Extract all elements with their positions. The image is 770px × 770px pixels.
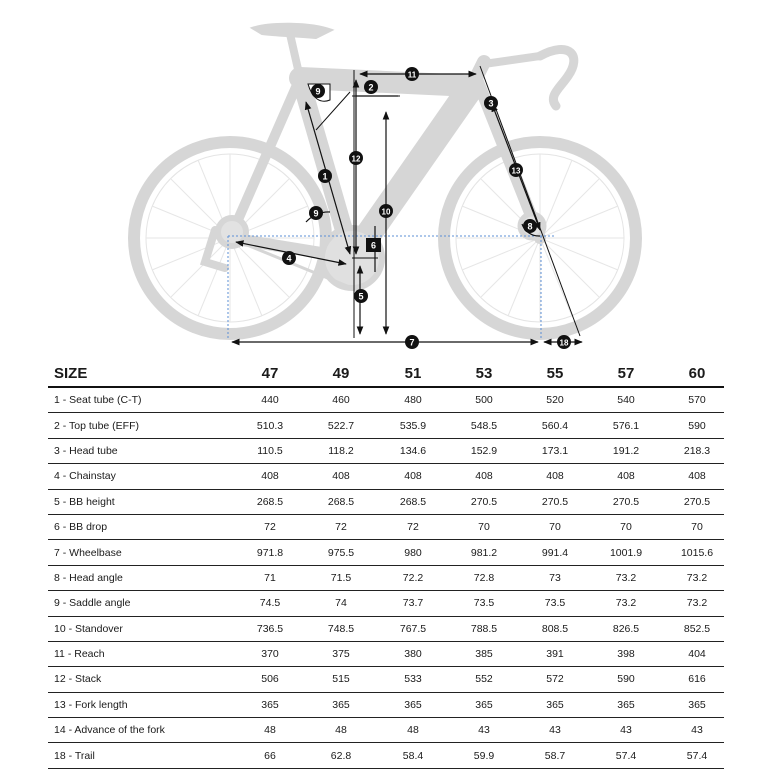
size-header: 51	[404, 364, 422, 382]
table-cell: 480	[404, 394, 422, 407]
table-row	[48, 743, 724, 768]
row-label: 1 - Seat tube (C-T)	[54, 394, 142, 407]
table-cell: 72	[335, 521, 347, 534]
size-header: 60	[688, 364, 706, 382]
table-cell: 110.5	[257, 444, 283, 457]
table-cell: 560.4	[541, 419, 569, 432]
table-cell: 72	[264, 521, 276, 534]
row-label: 2 - Top tube (EFF)	[54, 419, 140, 432]
table-cell: 57.4	[615, 749, 637, 762]
table-cell: 74	[335, 597, 347, 610]
table-cell: 520	[546, 394, 564, 407]
size-header: 55	[546, 364, 564, 382]
marker-1-label: 1	[322, 171, 328, 182]
table-cell: 590	[617, 673, 635, 686]
table-cell: 991.4	[541, 546, 569, 559]
table-cell: 72.8	[473, 571, 495, 584]
table-cell: 365	[546, 698, 564, 711]
table-cell: 971.8	[256, 546, 284, 559]
table-cell: 365	[404, 698, 422, 711]
table-cell: 365	[617, 698, 635, 711]
row-label: 9 - Saddle angle	[54, 597, 131, 610]
table-cell: 826.5	[612, 622, 640, 635]
table-cell: 270.5	[470, 495, 498, 508]
table-cell: 43	[549, 724, 561, 737]
table-cell: 118.2	[328, 444, 354, 457]
size-header: 49	[332, 364, 350, 382]
table-cell: 572	[546, 673, 564, 686]
table-cell: 408	[332, 470, 350, 483]
table-row	[48, 693, 724, 718]
table-cell: 270.5	[683, 495, 711, 508]
row-label: 12 - Stack	[54, 673, 102, 686]
marker-11-label: 11	[407, 70, 417, 80]
table-row	[48, 515, 724, 540]
table-cell: 73.2	[686, 597, 708, 610]
size-header: 57	[617, 364, 635, 382]
marker-4	[282, 251, 296, 265]
table-cell: 535.9	[399, 419, 427, 432]
table-cell: 70	[478, 521, 490, 534]
table-cell: 70	[691, 521, 703, 534]
table-cell: 548.5	[470, 419, 498, 432]
table-row	[48, 540, 724, 565]
table-cell: 533	[404, 673, 422, 686]
size-header-label: SIZE	[54, 364, 88, 382]
table-cell: 506	[261, 673, 279, 686]
table-cell: 268.5	[256, 495, 284, 508]
table-cell: 70	[549, 521, 561, 534]
marker-3	[484, 96, 498, 110]
table-cell: 408	[475, 470, 493, 483]
table-row	[48, 642, 724, 667]
table-cell: 73.2	[615, 597, 637, 610]
table-cell: 380	[404, 648, 422, 661]
table-cell: 375	[332, 648, 350, 661]
marker-13	[509, 163, 523, 177]
table-cell: 408	[617, 470, 635, 483]
table-row	[48, 413, 724, 438]
row-label: 11 - Reach	[54, 648, 105, 661]
table-cell: 616	[688, 673, 706, 686]
table-cell: 408	[261, 470, 279, 483]
table-cell: 460	[332, 394, 350, 407]
table-cell: 72.2	[402, 571, 424, 584]
table-row	[48, 566, 724, 591]
marker-9-low-label: 9	[313, 208, 319, 219]
marker-2	[364, 80, 378, 94]
bike-silhouette	[134, 24, 636, 334]
table-header-row	[48, 360, 724, 388]
row-label: 8 - Head angle	[54, 571, 123, 584]
table-cell: 152.9	[470, 444, 498, 457]
table-cell: 73	[549, 571, 561, 584]
marker-12-label: 12	[351, 154, 361, 164]
marker-8-label: 8	[527, 221, 533, 232]
row-label: 3 - Head tube	[54, 444, 118, 457]
table-cell: 748.5	[327, 622, 355, 635]
marker-2-label: 2	[368, 82, 374, 93]
marker-10-label: 10	[381, 207, 391, 217]
size-header: 53	[475, 364, 493, 382]
table-cell: 74.5	[259, 597, 281, 610]
table-cell: 365	[475, 698, 493, 711]
geometry-table	[48, 360, 724, 769]
table-cell: 73.2	[615, 571, 637, 584]
table-row	[48, 617, 724, 642]
table-cell: 73.7	[402, 597, 424, 610]
table-cell: 71.5	[330, 571, 352, 584]
table-cell: 218.3	[683, 444, 711, 457]
marker-18-label: 18	[559, 338, 569, 348]
table-cell: 62.8	[330, 749, 352, 762]
marker-6	[366, 238, 381, 252]
table-cell: 576.1	[612, 419, 640, 432]
table-cell: 268.5	[327, 495, 355, 508]
table-cell: 43	[691, 724, 703, 737]
marker-10	[379, 204, 393, 218]
table-cell: 71	[264, 571, 276, 584]
table-cell: 552	[475, 673, 493, 686]
table-cell: 48	[335, 724, 347, 737]
table-cell: 43	[478, 724, 490, 737]
table-cell: 408	[688, 470, 706, 483]
table-cell: 173.1	[541, 444, 569, 457]
row-label: 14 - Advance of the fork	[54, 724, 165, 737]
row-label: 5 - BB height	[54, 495, 115, 508]
table-cell: 48	[407, 724, 419, 737]
size-header: 47	[261, 364, 279, 382]
table-cell: 515	[332, 673, 350, 686]
marker-9-top-label: 9	[315, 86, 321, 97]
table-cell: 510.3	[256, 419, 284, 432]
table-cell: 370	[261, 648, 279, 661]
marker-1	[318, 169, 332, 183]
table-cell: 270.5	[541, 495, 569, 508]
row-label: 18 - Trail	[54, 749, 95, 762]
table-row	[48, 388, 724, 413]
table-cell: 540	[617, 394, 635, 407]
marker-9-low	[309, 206, 323, 220]
table-cell: 1001.9	[609, 546, 643, 559]
table-cell: 385	[475, 648, 493, 661]
table-cell: 767.5	[399, 622, 427, 635]
table-cell: 391	[546, 648, 564, 661]
marker-5	[354, 289, 368, 303]
table-cell: 808.5	[541, 622, 569, 635]
table-row	[48, 439, 724, 464]
table-row	[48, 667, 724, 692]
cockpit	[484, 49, 574, 106]
table-cell: 57.4	[686, 749, 708, 762]
marker-7	[405, 335, 419, 349]
table-cell: 73.2	[686, 571, 708, 584]
row-label: 4 - Chainstay	[54, 470, 116, 483]
table-cell: 852.5	[683, 622, 711, 635]
row-label: 10 - Standover	[54, 622, 123, 635]
table-row	[48, 718, 724, 743]
marker-13-label: 13	[511, 166, 521, 176]
table-cell: 500	[475, 394, 493, 407]
table-cell: 191.2	[612, 444, 640, 457]
table-cell: 73.5	[473, 597, 495, 610]
table-cell: 736.5	[256, 622, 284, 635]
table-cell: 59.9	[473, 749, 495, 762]
table-cell: 404	[688, 648, 706, 661]
table-cell: 788.5	[470, 622, 498, 635]
table-cell: 1015.6	[680, 546, 714, 559]
table-cell: 270.5	[612, 495, 640, 508]
table-cell: 408	[546, 470, 564, 483]
table-row	[48, 490, 724, 515]
marker-11	[405, 67, 419, 81]
marker-18	[557, 335, 571, 349]
table-cell: 365	[261, 698, 279, 711]
marker-4-label: 4	[286, 253, 292, 264]
table-cell: 58.4	[402, 749, 424, 762]
table-cell: 43	[620, 724, 632, 737]
table-cell: 70	[620, 521, 632, 534]
table-cell: 48	[264, 724, 276, 737]
table-cell: 522.7	[327, 419, 355, 432]
marker-3-label: 3	[488, 98, 494, 109]
marker-6-label: 6	[370, 240, 377, 251]
table-cell: 975.5	[327, 546, 355, 559]
table-cell: 440	[261, 394, 279, 407]
table-cell: 134.6	[399, 444, 427, 457]
table-cell: 590	[688, 419, 706, 432]
row-label: 13 - Fork length	[54, 698, 128, 711]
table-cell: 981.2	[470, 546, 498, 559]
table-cell: 398	[617, 648, 635, 661]
table-cell: 570	[688, 394, 706, 407]
table-cell: 72	[407, 521, 419, 534]
table-cell: 980	[404, 546, 422, 559]
table-row	[48, 591, 724, 616]
marker-7-label: 7	[409, 337, 415, 348]
bike-geometry-diagram	[0, 0, 770, 358]
table-cell: 268.5	[399, 495, 427, 508]
row-label: 7 - Wheelbase	[54, 546, 122, 559]
marker-8	[523, 219, 537, 233]
table-cell: 365	[688, 698, 706, 711]
table-cell: 66	[264, 749, 276, 762]
table-row	[48, 464, 724, 489]
table-cell: 58.7	[544, 749, 566, 762]
table-cell: 365	[332, 698, 350, 711]
marker-5-label: 5	[358, 291, 364, 302]
table-cell: 408	[404, 470, 422, 483]
table-cell: 73.5	[544, 597, 566, 610]
row-label: 6 - BB drop	[54, 521, 108, 534]
marker-12	[349, 151, 363, 165]
